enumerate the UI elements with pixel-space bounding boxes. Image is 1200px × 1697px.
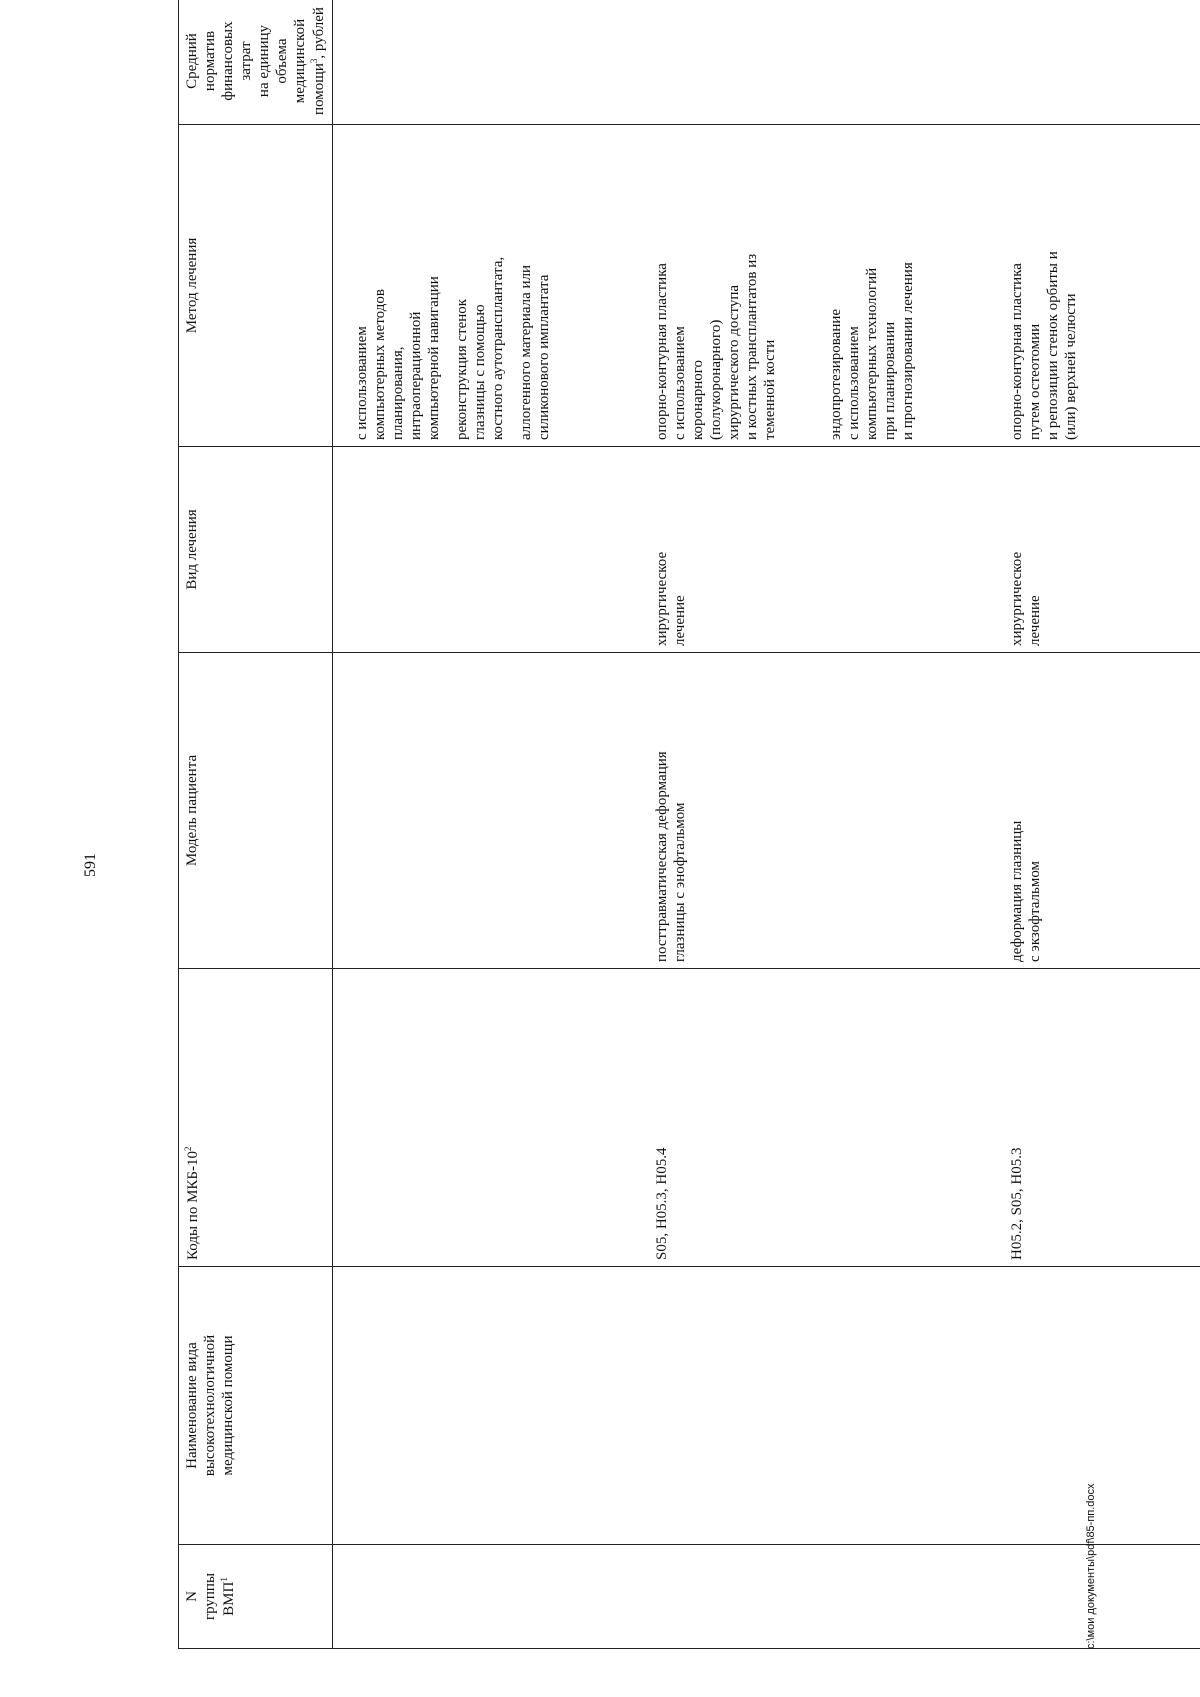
cell-codes: S05, H05.3, H05.4 [653,969,1008,1267]
cell-treatment [353,447,653,653]
cell-name [353,1267,653,1545]
method-text: с использованием компьютерных методов планирования, интраоперационной компьютерной навигации [354,276,442,440]
cell-group-no [1008,1545,1200,1649]
header-group-no: N группы ВМП$^1$ [179,1545,333,1649]
cell-method [353,125,653,447]
cell-cost [653,0,1008,125]
header-name: Наименование вида высокотехнологичной медицинской помощи [179,1267,333,1545]
cell-model [353,653,653,969]
cell-cost [353,0,653,125]
table-header-row [179,0,333,1649]
spacer-row [333,0,354,1649]
table-row [1008,0,1200,1649]
method-text: опорно-контурная пластика с использованием коронарного (полукоронарного) хирургического доступа и костных трансплантатов из теменной кости [654,253,778,440]
method-text [789,131,817,440]
cell-treatment: хирургическое лечение [653,447,1008,653]
cell-method [653,125,1008,447]
method-text: реконструкция стенок глазницы с помощью костного аутотрансплантата, [454,256,506,440]
footer-file-path: c:\мои документы\pdf\85-пп.docx [1085,1483,1097,1649]
cell-codes: H05.2, S05, H05.3 [1008,969,1200,1267]
header-model: Модель пациента [179,653,333,969]
cell-name [653,1267,1008,1545]
cell-codes [353,969,653,1267]
header-treatment: Вид лечения [179,447,333,653]
method-text: аллогенного материала или силиконового имплантата [518,264,552,440]
header-method: Метод лечения [179,125,333,447]
table-row [353,0,653,1649]
header-cost: Средний норматив финансовых затрат на единицу объема медицинской помощи$^3$, рублей [179,0,333,125]
cell-cost [1008,0,1200,125]
method-text: опорно-контурная пластика путем остеотомии и репозиции стенок орбиты и (или) верхней челюсти [1009,251,1079,440]
cell-model: деформация глазницы с экзофтальмом [1008,653,1200,969]
cell-group-no [353,1545,653,1649]
cell-treatment: хирургическое лечение [1008,447,1200,653]
header-codes: Коды по МКБ-$10^2$ [179,969,333,1267]
cell-group-no [653,1545,1008,1649]
vmp-table [178,0,1200,1649]
cell-name [1008,1267,1200,1545]
table-row [653,0,1008,1649]
page-number: 591 [82,853,99,877]
cell-method [1008,125,1200,447]
method-text: эндопротезирование с использованием компьютерных технологий при планировании и прогнозировании лечения [828,262,916,440]
cell-model: посттравматическая деформация глазницы с энофтальмом [653,653,1008,969]
